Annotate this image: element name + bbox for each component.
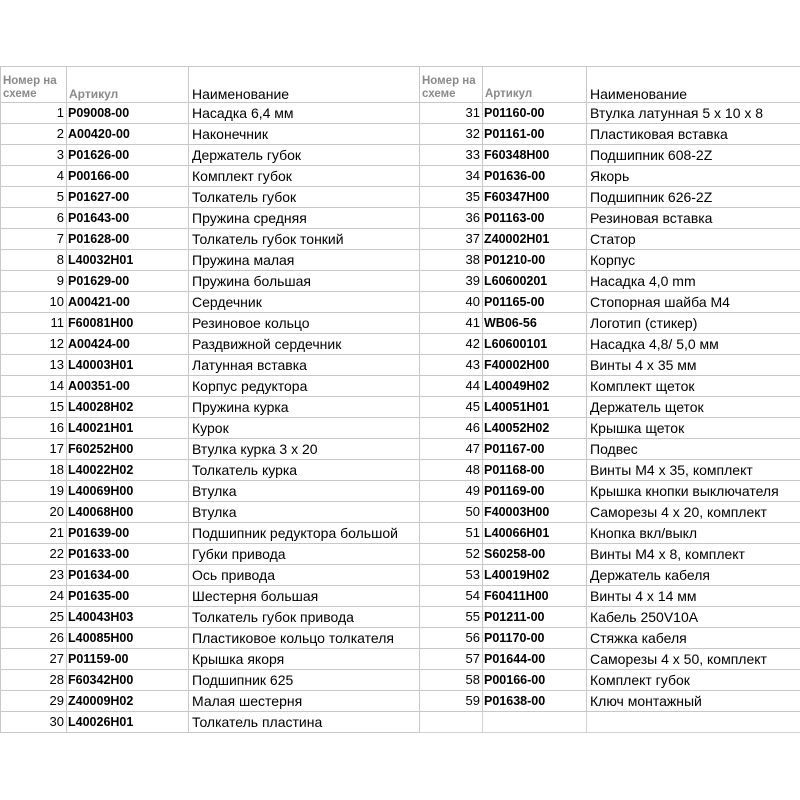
article-cell: L40068H00 (67, 502, 189, 523)
part-name-cell: Насадка 6,4 мм (189, 103, 420, 124)
scheme-number-cell: 40 (420, 292, 483, 313)
scheme-number-cell: 41 (420, 313, 483, 334)
table-row (1, 124, 800, 145)
scheme-number-cell: 46 (420, 418, 483, 439)
table-row (1, 355, 800, 376)
header-scheme-number-left: Номер на схеме (1, 67, 67, 103)
article-cell: P01170-00 (483, 628, 587, 649)
table-row (1, 166, 800, 187)
part-name-cell: Пластиковая вставка (587, 124, 800, 145)
part-name-cell: Винты 4 х 35 мм (587, 355, 800, 376)
part-name-cell: Втулка (189, 502, 420, 523)
part-name-cell: Пружина средняя (189, 208, 420, 229)
part-name-cell: Подшипник 626-2Z (587, 187, 800, 208)
article-cell: P01627-00 (67, 187, 189, 208)
empty-cell (420, 712, 483, 733)
scheme-number-cell: 30 (1, 712, 67, 733)
article-cell: P01639-00 (67, 523, 189, 544)
table-row (1, 712, 800, 733)
table-row (1, 271, 800, 292)
header-article-left: Артикул (67, 67, 189, 103)
article-cell: P01643-00 (67, 208, 189, 229)
article-cell: P01168-00 (483, 460, 587, 481)
part-name-cell: Комплект щеток (587, 376, 800, 397)
article-cell: P01167-00 (483, 439, 587, 460)
scheme-number-cell: 23 (1, 565, 67, 586)
scheme-number-cell: 12 (1, 334, 67, 355)
header-name-right: Наименование (587, 67, 800, 103)
scheme-number-cell: 55 (420, 607, 483, 628)
table-row (1, 145, 800, 166)
article-cell: P01644-00 (483, 649, 587, 670)
scheme-number-cell: 54 (420, 586, 483, 607)
scheme-number-cell: 9 (1, 271, 67, 292)
table-row (1, 586, 800, 607)
article-cell: Z40002H01 (483, 229, 587, 250)
scheme-number-cell: 5 (1, 187, 67, 208)
article-cell: A00420-00 (67, 124, 189, 145)
table-row (1, 670, 800, 691)
part-name-cell: Втулка (189, 481, 420, 502)
scheme-number-cell: 20 (1, 502, 67, 523)
article-cell: L60600201 (483, 271, 587, 292)
scheme-number-cell: 6 (1, 208, 67, 229)
scheme-number-cell: 10 (1, 292, 67, 313)
empty-cell (483, 712, 587, 733)
article-cell: L40051H01 (483, 397, 587, 418)
part-name-cell: Пластиковое кольцо толкателя (189, 628, 420, 649)
part-name-cell: Винты М4 х 8, комплект (587, 544, 800, 565)
scheme-number-cell: 56 (420, 628, 483, 649)
article-cell: P01633-00 (67, 544, 189, 565)
table-row (1, 313, 800, 334)
article-cell: F40003H00 (483, 502, 587, 523)
part-name-cell: Подшипник редуктора большой (189, 523, 420, 544)
part-name-cell: Саморезы 4 х 50, комплект (587, 649, 800, 670)
scheme-number-cell: 29 (1, 691, 67, 712)
part-name-cell: Статор (587, 229, 800, 250)
article-cell: P09008-00 (67, 103, 189, 124)
part-name-cell: Толкатель губок тонкий (189, 229, 420, 250)
article-cell: L40019H02 (483, 565, 587, 586)
part-name-cell: Кабель 250V10A (587, 607, 800, 628)
article-cell: L40049H02 (483, 376, 587, 397)
parts-list-sheet (0, 66, 800, 733)
scheme-number-cell: 27 (1, 649, 67, 670)
table-row (1, 439, 800, 460)
article-cell: P01210-00 (483, 250, 587, 271)
part-name-cell: Толкатель губок (189, 187, 420, 208)
part-name-cell: Втулка курка 3 х 20 (189, 439, 420, 460)
article-cell: F40002H00 (483, 355, 587, 376)
part-name-cell: Подвес (587, 439, 800, 460)
part-name-cell: Резиновое кольцо (189, 313, 420, 334)
article-cell: L40028H02 (67, 397, 189, 418)
parts-table (0, 66, 800, 733)
scheme-number-cell: 22 (1, 544, 67, 565)
scheme-number-cell: 4 (1, 166, 67, 187)
scheme-number-cell: 59 (420, 691, 483, 712)
table-row (1, 187, 800, 208)
part-name-cell: Малая шестерня (189, 691, 420, 712)
part-name-cell: Стяжка кабеля (587, 628, 800, 649)
part-name-cell: Крышка кнопки выключателя (587, 481, 800, 502)
part-name-cell: Насадка 4,0 mm (587, 271, 800, 292)
table-row (1, 544, 800, 565)
part-name-cell: Якорь (587, 166, 800, 187)
article-cell: P01163-00 (483, 208, 587, 229)
article-cell: P01626-00 (67, 145, 189, 166)
scheme-number-cell: 3 (1, 145, 67, 166)
table-row (1, 502, 800, 523)
part-name-cell: Винты М4 х 35, комплект (587, 460, 800, 481)
scheme-number-cell: 11 (1, 313, 67, 334)
part-name-cell: Корпус (587, 250, 800, 271)
scheme-number-cell: 8 (1, 250, 67, 271)
part-name-cell: Резиновая вставка (587, 208, 800, 229)
scheme-number-cell: 19 (1, 481, 67, 502)
scheme-number-cell: 7 (1, 229, 67, 250)
table-row (1, 607, 800, 628)
table-row (1, 208, 800, 229)
part-name-cell: Пружина большая (189, 271, 420, 292)
article-cell: P01629-00 (67, 271, 189, 292)
header-scheme-number-right: Номер на схеме (420, 67, 483, 103)
part-name-cell: Толкатель пластина (189, 712, 420, 733)
part-name-cell: Стопорная шайба М4 (587, 292, 800, 313)
article-cell: F60411H00 (483, 586, 587, 607)
scheme-number-cell: 42 (420, 334, 483, 355)
article-cell: L40021H01 (67, 418, 189, 439)
article-cell: P01638-00 (483, 691, 587, 712)
part-name-cell: Ключ монтажный (587, 691, 800, 712)
part-name-cell: Раздвижной сердечник (189, 334, 420, 355)
scheme-number-cell: 50 (420, 502, 483, 523)
scheme-number-cell: 28 (1, 670, 67, 691)
part-name-cell: Корпус редуктора (189, 376, 420, 397)
article-cell: WB06-56 (483, 313, 587, 334)
article-cell: P00166-00 (483, 670, 587, 691)
parts-table-body (1, 103, 800, 733)
scheme-number-cell: 57 (420, 649, 483, 670)
table-row (1, 397, 800, 418)
scheme-number-cell: 33 (420, 145, 483, 166)
article-cell: L40066H01 (483, 523, 587, 544)
part-name-cell: Винты 4 х 14 мм (587, 586, 800, 607)
empty-cell (587, 712, 800, 733)
article-cell: A00351-00 (67, 376, 189, 397)
part-name-cell: Комплект губок (189, 166, 420, 187)
header-row (1, 67, 800, 103)
scheme-number-cell: 38 (420, 250, 483, 271)
table-row (1, 334, 800, 355)
article-cell: P01211-00 (483, 607, 587, 628)
scheme-number-cell: 13 (1, 355, 67, 376)
table-row (1, 229, 800, 250)
table-row (1, 565, 800, 586)
article-cell: P00166-00 (67, 166, 189, 187)
article-cell: P01628-00 (67, 229, 189, 250)
scheme-number-cell: 36 (420, 208, 483, 229)
part-name-cell: Пружина курка (189, 397, 420, 418)
part-name-cell: Курок (189, 418, 420, 439)
part-name-cell: Крышка якоря (189, 649, 420, 670)
article-cell: L40026H01 (67, 712, 189, 733)
scheme-number-cell: 26 (1, 628, 67, 649)
scheme-number-cell: 34 (420, 166, 483, 187)
part-name-cell: Кнопка вкл/выкл (587, 523, 800, 544)
article-cell: Z40009H02 (67, 691, 189, 712)
part-name-cell: Втулка латунная 5 х 10 х 8 (587, 103, 800, 124)
scheme-number-cell: 31 (420, 103, 483, 124)
article-cell: P01159-00 (67, 649, 189, 670)
article-cell: P01160-00 (483, 103, 587, 124)
scheme-number-cell: 53 (420, 565, 483, 586)
article-cell: L40043H03 (67, 607, 189, 628)
header-article-right: Артикул (483, 67, 587, 103)
article-cell: F60342H00 (67, 670, 189, 691)
article-cell: P01636-00 (483, 166, 587, 187)
part-name-cell: Шестерня большая (189, 586, 420, 607)
article-cell: P01169-00 (483, 481, 587, 502)
article-cell: A00421-00 (67, 292, 189, 313)
table-row (1, 418, 800, 439)
scheme-number-cell: 21 (1, 523, 67, 544)
article-cell: L40003H01 (67, 355, 189, 376)
header-name-left: Наименование (189, 67, 420, 103)
article-cell: L40032H01 (67, 250, 189, 271)
part-name-cell: Сердечник (189, 292, 420, 313)
article-cell: F60347H00 (483, 187, 587, 208)
table-row (1, 292, 800, 313)
article-cell: P01634-00 (67, 565, 189, 586)
scheme-number-cell: 25 (1, 607, 67, 628)
table-row (1, 376, 800, 397)
article-cell: F60348H00 (483, 145, 587, 166)
table-row (1, 250, 800, 271)
table-row (1, 523, 800, 544)
article-cell: P01635-00 (67, 586, 189, 607)
part-name-cell: Подшипник 608-2Z (587, 145, 800, 166)
scheme-number-cell: 18 (1, 460, 67, 481)
article-cell: P01161-00 (483, 124, 587, 145)
scheme-number-cell: 45 (420, 397, 483, 418)
part-name-cell: Толкатель губок привода (189, 607, 420, 628)
scheme-number-cell: 35 (420, 187, 483, 208)
part-name-cell: Держатель губок (189, 145, 420, 166)
article-cell: S60258-00 (483, 544, 587, 565)
scheme-number-cell: 37 (420, 229, 483, 250)
scheme-number-cell: 32 (420, 124, 483, 145)
part-name-cell: Наконечник (189, 124, 420, 145)
part-name-cell: Крышка щеток (587, 418, 800, 439)
article-cell: P01165-00 (483, 292, 587, 313)
table-row (1, 103, 800, 124)
article-cell: F60081H00 (67, 313, 189, 334)
table-row (1, 649, 800, 670)
article-cell: L40085H00 (67, 628, 189, 649)
part-name-cell: Саморезы 4 х 20, комплект (587, 502, 800, 523)
part-name-cell: Подшипник 625 (189, 670, 420, 691)
scheme-number-cell: 51 (420, 523, 483, 544)
scheme-number-cell: 14 (1, 376, 67, 397)
scheme-number-cell: 58 (420, 670, 483, 691)
article-cell: L40052H02 (483, 418, 587, 439)
scheme-number-cell: 2 (1, 124, 67, 145)
scheme-number-cell: 49 (420, 481, 483, 502)
table-row (1, 691, 800, 712)
part-name-cell: Губки привода (189, 544, 420, 565)
table-row (1, 628, 800, 649)
article-cell: A00424-00 (67, 334, 189, 355)
scheme-number-cell: 43 (420, 355, 483, 376)
scheme-number-cell: 44 (420, 376, 483, 397)
scheme-number-cell: 17 (1, 439, 67, 460)
part-name-cell: Держатель кабеля (587, 565, 800, 586)
scheme-number-cell: 48 (420, 460, 483, 481)
article-cell: L40069H00 (67, 481, 189, 502)
part-name-cell: Держатель щеток (587, 397, 800, 418)
scheme-number-cell: 47 (420, 439, 483, 460)
part-name-cell: Пружина малая (189, 250, 420, 271)
part-name-cell: Насадка 4,8/ 5,0 мм (587, 334, 800, 355)
article-cell: L40022H02 (67, 460, 189, 481)
scheme-number-cell: 1 (1, 103, 67, 124)
scheme-number-cell: 15 (1, 397, 67, 418)
table-row (1, 460, 800, 481)
part-name-cell: Толкатель курка (189, 460, 420, 481)
part-name-cell: Ось привода (189, 565, 420, 586)
part-name-cell: Комплект губок (587, 670, 800, 691)
scheme-number-cell: 52 (420, 544, 483, 565)
part-name-cell: Логотип (стикер) (587, 313, 800, 334)
scheme-number-cell: 39 (420, 271, 483, 292)
scheme-number-cell: 16 (1, 418, 67, 439)
article-cell: L60600101 (483, 334, 587, 355)
article-cell: F60252H00 (67, 439, 189, 460)
part-name-cell: Латунная вставка (189, 355, 420, 376)
scheme-number-cell: 24 (1, 586, 67, 607)
table-row (1, 481, 800, 502)
